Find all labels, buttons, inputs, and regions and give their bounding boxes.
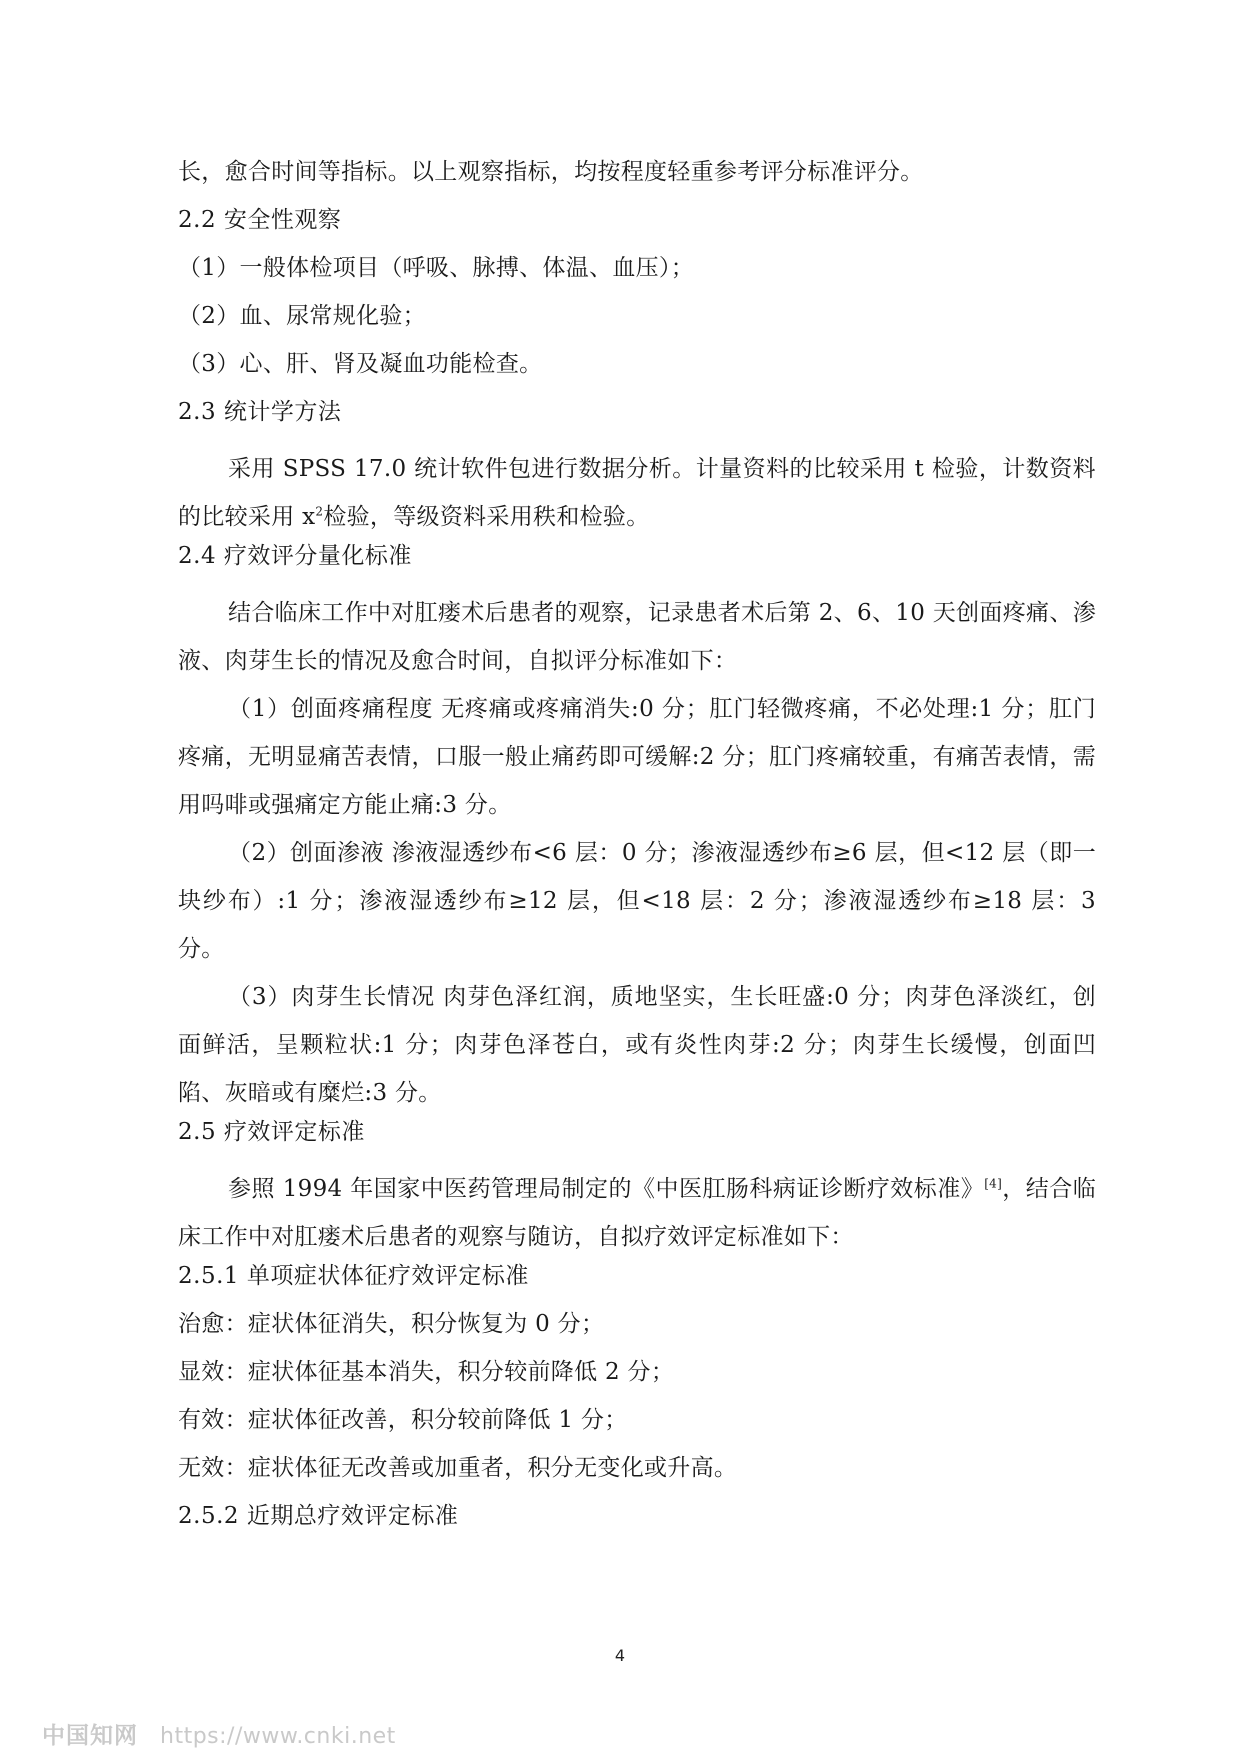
list-item-3: （3）心、肝、肾及凝血功能检查。 <box>178 351 543 377</box>
list-item-1: （1）一般体检项目（呼吸、脉搏、体温、血压）； <box>178 255 695 281</box>
page-number: 4 <box>614 1646 626 1665</box>
section-heading-2-2: 2.2 安全性观察 <box>178 207 342 233</box>
reference-text-2: ，结合临床工作中对肛瘘术后患者的观察与随访，自拟疗效评定标准如下： <box>178 1176 1097 1250</box>
citation-marker: [4] <box>984 1176 1003 1191</box>
criterion-cured: 治愈：症状体征消失，积分恢复为 0 分； <box>178 1311 605 1337</box>
superscript-2: 2 <box>315 504 324 519</box>
criterion-marked: 显效：症状体征基本消失，积分较前降低 2 分； <box>178 1359 675 1385</box>
paragraph-exudate-scoring: （2）创面渗液 渗液湿透纱布<6 层：0 分；渗液湿透纱布≥6 层，但<12 层（即一块纱布）:1 分；渗液湿透纱布≥12 层，但<18 层：2 分；渗液湿透纱布≥18 层：3 分。 <box>178 840 1096 962</box>
statistics-text-1: 采用 SPSS 17.0 统计软件包进行数据分析。计量资料的比较采用 t 检验，计数资料的比较采用 x <box>178 456 1096 530</box>
paragraph-granulation-scoring: （3）肉芽生长情况 肉芽色泽红润，质地坚实，生长旺盛:0 分；肉芽色泽淡红，创面鲜活，呈颗粒状:1 分；肉芽色泽苍白，或有炎性肉芽:2 分；肉芽生长缓慢，创面凹陷、灰暗或有糜烂:3 分。 <box>178 984 1096 1106</box>
page-content <box>178 157 1096 1549</box>
section-heading-2-5-1: 2.5.1 单项症状体征疗效评定标准 <box>178 1263 529 1289</box>
section-heading-2-5-2: 2.5.2 近期总疗效评定标准 <box>178 1503 459 1529</box>
watermark-logo: 中国知网 <box>42 1723 138 1749</box>
watermark <box>42 1717 396 1750</box>
paragraph-reference <box>178 1165 1096 1261</box>
watermark-url: https://www.cnki.net <box>160 1724 396 1749</box>
criterion-ineffective: 无效：症状体征无改善或加重者，积分无变化或升高。 <box>178 1455 738 1481</box>
paragraph-pain-scoring: （1）创面疼痛程度 无疼痛或疼痛消失:0 分；肛门轻微疼痛，不必处理:1 分；肛门疼痛，无明显痛苦表情，口服一般止痛药即可缓解:2 分；肛门疼痛较重，有痛苦表情，需用吗啡或强痛定方能止痛:3 分。 <box>178 696 1096 818</box>
paragraph-statistics <box>178 445 1096 541</box>
section-heading-2-5: 2.5 疗效评定标准 <box>178 1119 365 1145</box>
statistics-text-2: 检验，等级资料采用秩和检验。 <box>323 504 650 530</box>
text-line: 长，愈合时间等指标。以上观察指标，均按程度轻重参考评分标准评分。 <box>178 159 924 185</box>
section-heading-2-3: 2.3 统计学方法 <box>178 399 342 425</box>
criterion-effective: 有效：症状体征改善，积分较前降低 1 分； <box>178 1407 628 1433</box>
section-heading-2-4: 2.4 疗效评分量化标准 <box>178 543 412 569</box>
list-item-2: （2）血、尿常规化验； <box>178 303 426 329</box>
paragraph-intro-2-4: 结合临床工作中对肛瘘术后患者的观察，记录患者术后第 2、6、10 天创面疼痛、渗液、肉芽生长的情况及愈合时间，自拟评分标准如下： <box>178 600 1096 674</box>
reference-text-1: 参照 1994 年国家中医药管理局制定的《中医肛肠科病证诊断疗效标准》 <box>228 1176 985 1202</box>
